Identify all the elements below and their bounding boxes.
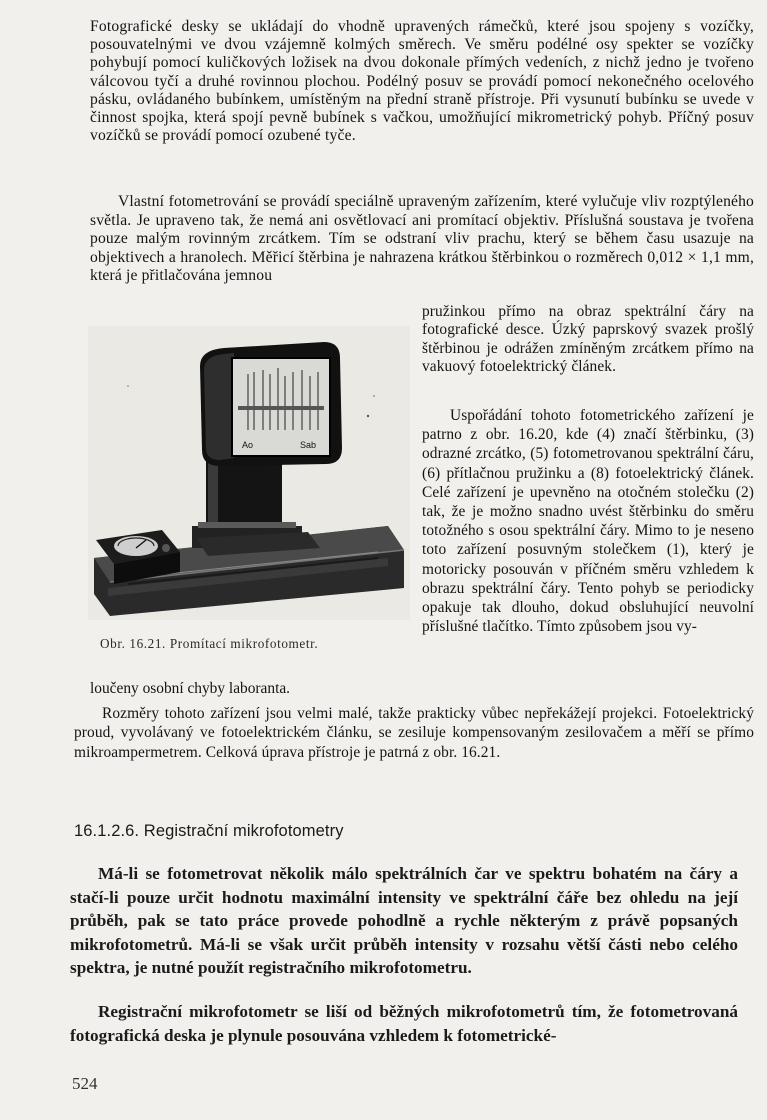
figure-microphotometer-photo — [88, 326, 410, 620]
page-number: 524 — [72, 1074, 98, 1093]
paragraph-registration-intro-text: Má-li se fotometrovat několik málo spektrálních čar ve spektru bohatém na čáry a stačí-li pouze určit hodnotu maximální intensity ve spektrální čáře bez ohledu na její průběh, pak se tato práce provede pohodlně a rychle některým z právě popsaných mikrofotometrů. Má-li se však určit průběh intensity v rozsahu větší části nebo celého spektra, je nutné použít registračního mikrofotometru. — [70, 864, 738, 978]
paragraph-registration-intro — [70, 862, 738, 980]
paragraph-dimensions-text: Rozměry tohoto zařízení jsou velmi malé, takže prakticky vůbec nepřekážejí projekci. Fotoelektrický proud, vyvolávaný ve fotoelektrickém článku, se zesiluje kompensovaným zesilovačem a měří se přímo mikroampermetrem. Celková úprava přístroje je patrná z obr. 16.21. — [74, 705, 754, 761]
figure-screen-label-left: Ao — [242, 440, 254, 450]
paragraph-registration-difference-text: Registrační mikrofotometr se liší od běžných mikrofotometrů tím, že fotometrovaná fotografická deska je plynule posouvána vzhledem k fotometrické- — [70, 1002, 738, 1045]
figure-screen-label-right: Sab — [300, 440, 317, 450]
microphotometer-illustration — [88, 326, 410, 620]
paragraph-dimensions — [74, 704, 754, 762]
paragraph-photometry-device-text: Vlastní fotometrování se provádí speciálně upraveným zařízením, které vylučuje vliv rozptýleného světla. Je upraveno tak, že nemá ani osvětlovací ani promítací objektiv. Příslušná soustava je tvořena pouze malým rovinným zrcátkem. Tím se odstraní vliv prachu, který se během času usazuje na objektivech a hranolech. Měřicí štěrbina je nahrazena krátkou štěrbinkou o rozměrech 0,012 × 1,1 mm, která je přitlačována jemnou — [90, 193, 754, 285]
paragraph-arrangement — [422, 406, 754, 636]
paragraph-continuation: loučeny osobní chyby laboranta. — [90, 680, 291, 697]
paragraph-arrangement-text: Uspořádání tohoto fotometrického zařízení je patrno z obr. 16.20, kde (4) značí štěrbinku, (3) odrazné zrcátko, (5) fotometrovanou spektrální čáru, (6) přítlačnou pružinku a (8) fotoelektrický článek. Celé zařízení je upevněno na otočném stolečku (2) tak, že je možno snadno uvést štěrbinku do směru totožného s osou spektrální čáry. Mimo to je neseno toto zařízení posuvným stolečkem (1), který je motoricky posouván v příčném směru vzhledem k obrazu spektrální čáry. Tento pohyb se periodicky opakuje tak dlouho, dokud obsluhující neuvolní příslušné tlačítko. Tímto způsobem jsou vy- — [422, 407, 754, 636]
paragraph-registration-difference — [70, 1000, 738, 1047]
section-heading: 16.1.2.6. Registrační mikrofotometry — [74, 822, 344, 840]
figure-caption: Obr. 16.21. Promítací mikrofotometr. — [100, 636, 319, 651]
paragraph-spring-slit: pružinkou přímo na obraz spektrální čáry na fotografické desce. Úzký paprskový svazek prošlý štěrbinou je odrážen zmíněným zrcátkem přímo na vakuový fotoelektrický článek. — [422, 303, 754, 376]
paragraph-plate-carriage: Fotografické desky se ukládají do vhodně upravených rámečků, které jsou spojeny s vozíčky, posouvatelnými ve dvou vzájemně kolmých směrech. Ve směru podélné osy spekter se vozíčky pohybují pomocí kuličkových ložisek na dvou dokonale přímých vedeních, z nichž jedno je tvořeno válcovou tyčí a druhé rovinnou plochou. Podélný posuv se provádí pomocí nekonečného ocelového pásku, ovládaného bubínkem, umístěným na přední straně přístroje. Při vysunutí bubínku se uvede v činnost spojka, která spojí pevně bubínek s vačkou, umožňující mikrometrický pohyb. Příčný posuv vozíčků se provádí pomocí ozubené tyče. — [90, 18, 754, 145]
paragraph-photometry-device — [90, 193, 754, 286]
